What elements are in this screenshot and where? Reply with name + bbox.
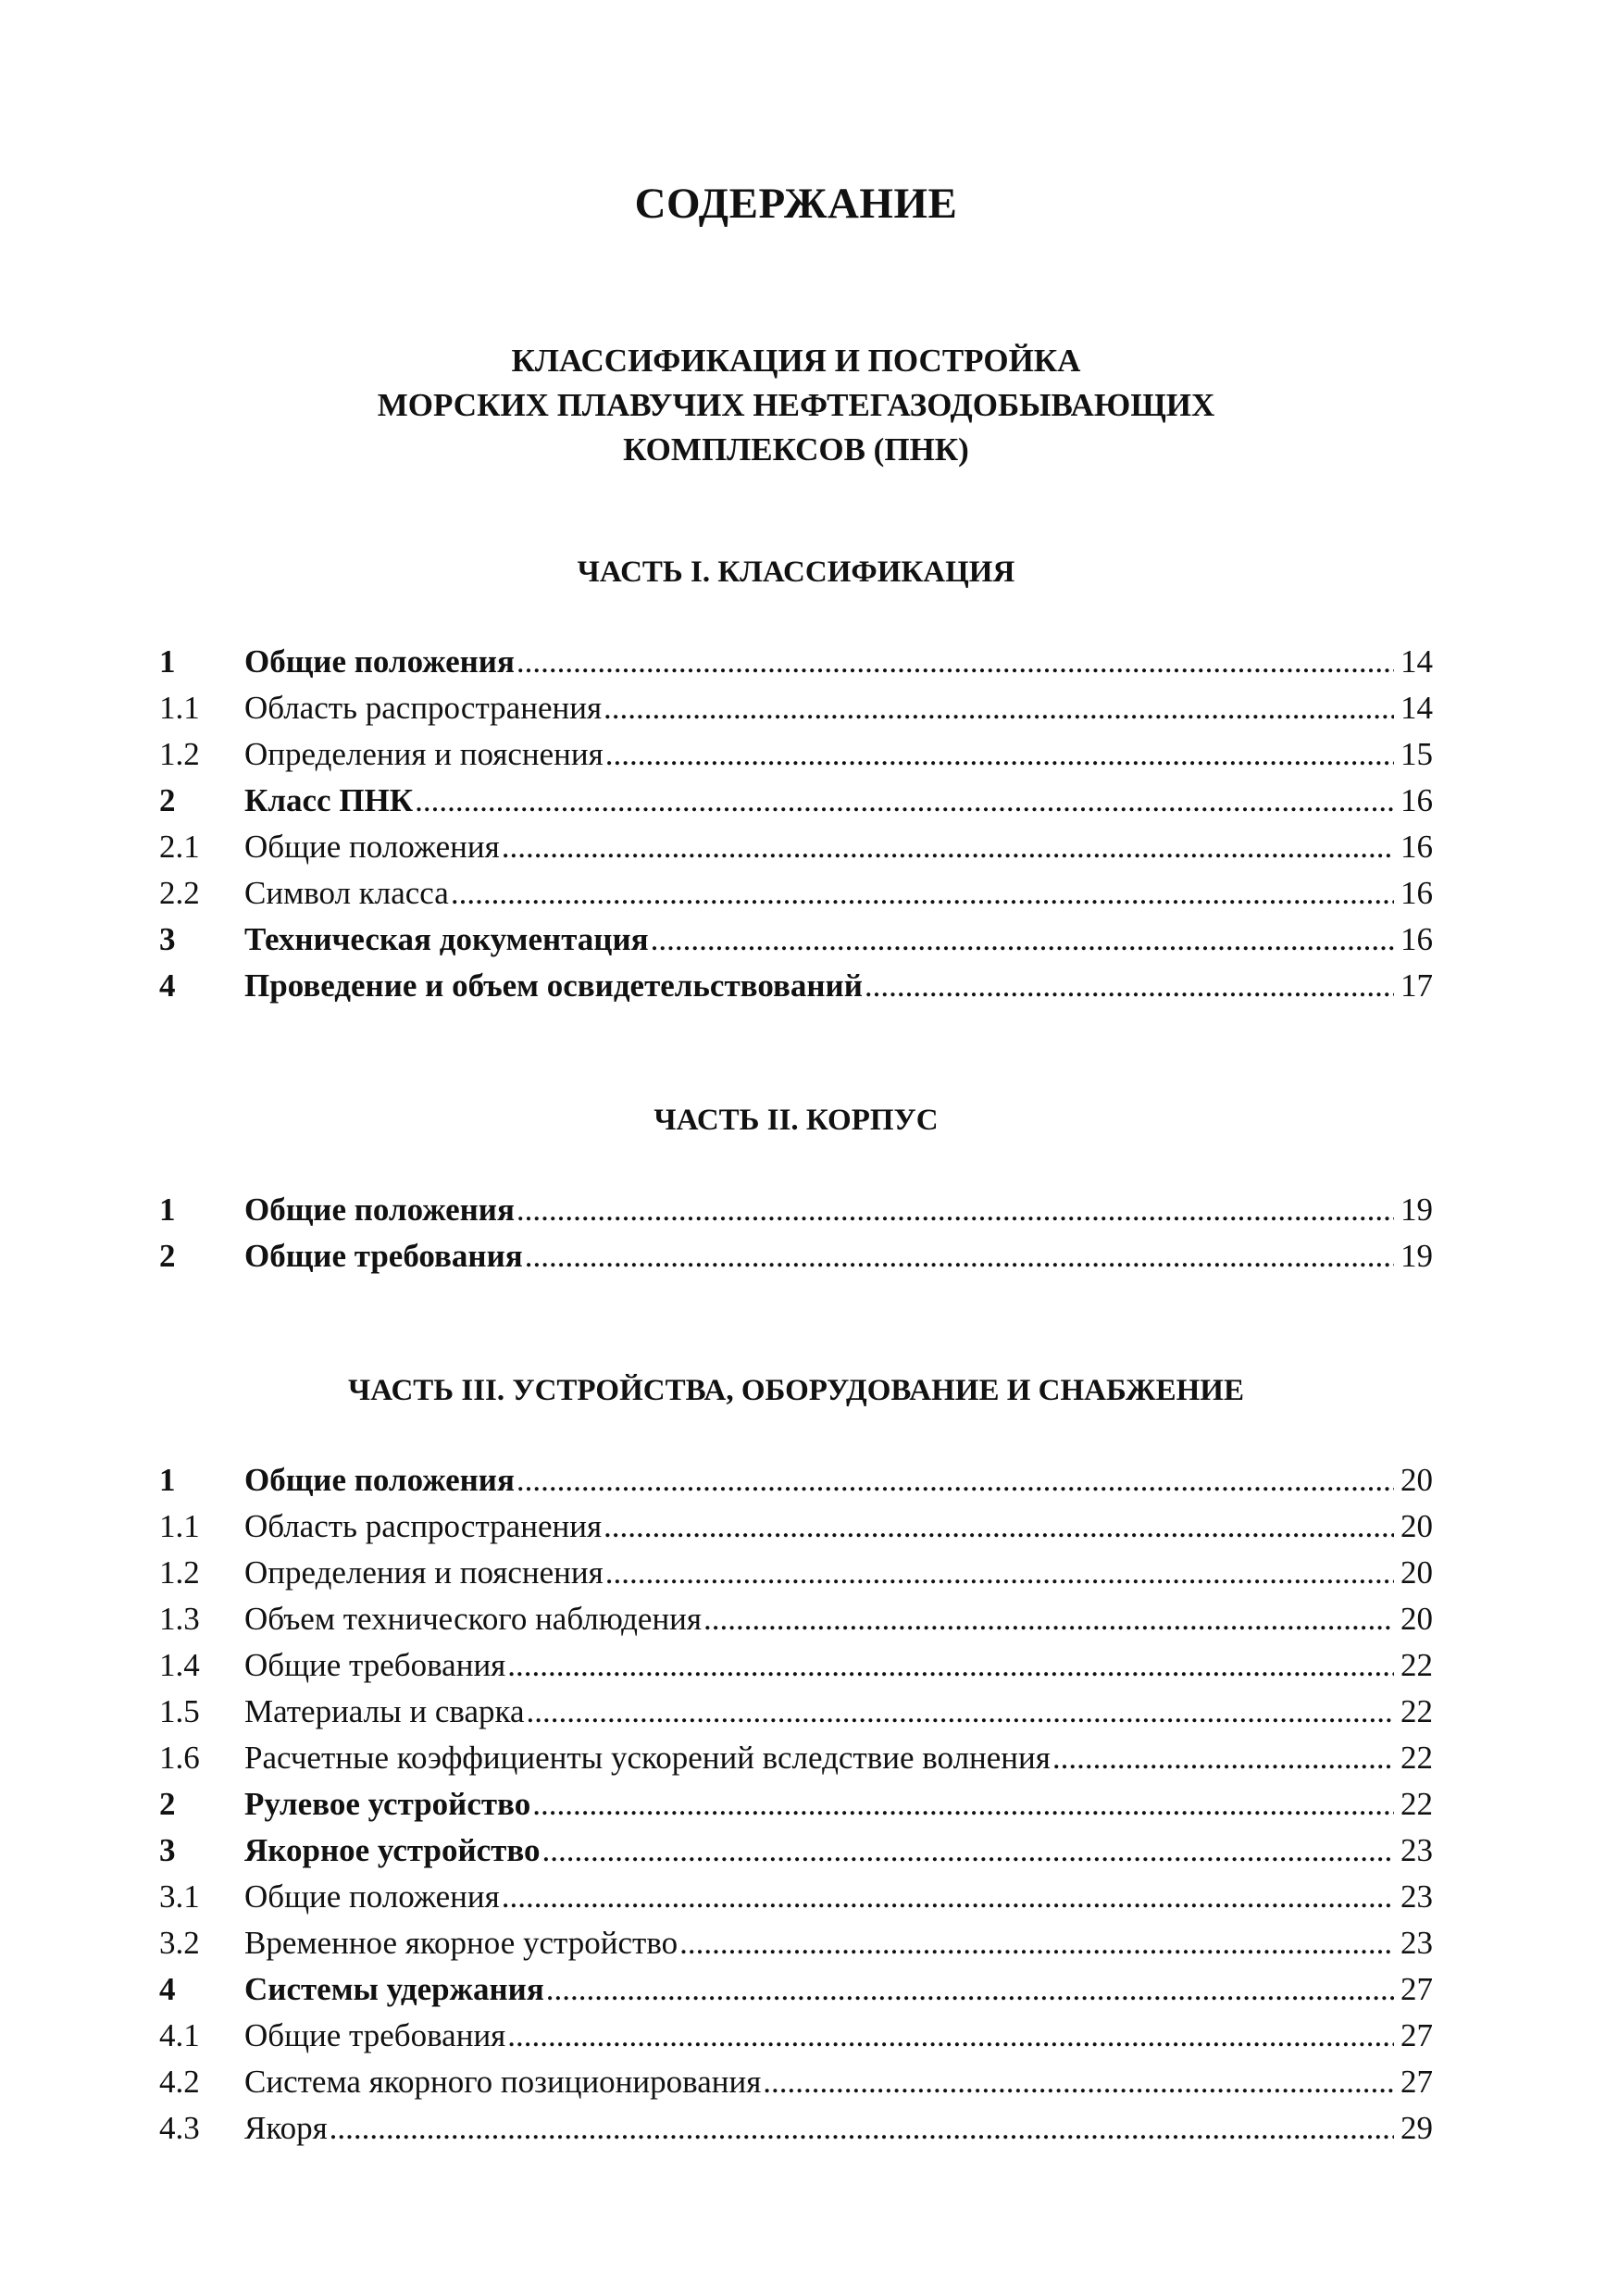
toc-entry-page: 27 bbox=[1400, 2064, 1433, 2100]
toc-entry-number: 2.1 bbox=[159, 829, 200, 865]
toc-entry-page: 20 bbox=[1400, 1601, 1433, 1637]
toc-entry-title: Общие положения bbox=[244, 1462, 515, 1498]
toc-entry[interactable] bbox=[159, 963, 1433, 1009]
part-heading-3: ЧАСТЬ III. УСТРОЙСТВА, ОБОРУДОВАНИЕ И СНАБЖЕНИЕ bbox=[348, 1374, 1244, 1407]
dot-leader bbox=[604, 685, 1394, 731]
toc-entry-page: 22 bbox=[1400, 1786, 1433, 1822]
toc-entry-number: 1.2 bbox=[159, 1554, 200, 1591]
part-heading-1: ЧАСТЬ I. КЛАССИФИКАЦИЯ bbox=[577, 555, 1015, 589]
toc-entry-number: 4.3 bbox=[159, 2110, 200, 2146]
toc-entry-number: 1.4 bbox=[159, 1647, 200, 1683]
toc-entry[interactable] bbox=[159, 1874, 1433, 1920]
toc-entry-number: 1.1 bbox=[159, 690, 200, 726]
dot-leader bbox=[502, 824, 1394, 870]
toc-entry-title: Якорное устройство bbox=[244, 1832, 541, 1868]
toc-entry-title: Общие положения bbox=[244, 829, 500, 865]
toc-entry-page: 17 bbox=[1400, 967, 1433, 1004]
toc-entry-page: 16 bbox=[1400, 782, 1433, 818]
toc-entry[interactable] bbox=[159, 2013, 1433, 2059]
dot-leader bbox=[605, 731, 1394, 778]
dot-leader bbox=[604, 1504, 1394, 1550]
toc-entry-number: 1.2 bbox=[159, 736, 200, 772]
toc-entry[interactable] bbox=[159, 1966, 1433, 2013]
toc-entry-number: 4 bbox=[159, 1971, 176, 2007]
toc-entry[interactable] bbox=[159, 1920, 1433, 1966]
dot-leader bbox=[532, 1781, 1394, 1828]
toc-entry[interactable] bbox=[159, 1828, 1433, 1874]
toc-entry-title: Временное якорное устройство bbox=[244, 1925, 678, 1961]
dot-leader bbox=[451, 870, 1394, 917]
dot-leader bbox=[527, 1689, 1394, 1735]
toc-entry[interactable] bbox=[159, 2105, 1433, 2152]
subtitle-line: МОРСКИХ ПЛАВУЧИХ НЕФТЕГАЗОДОБЫВАЮЩИХ bbox=[377, 387, 1215, 423]
toc-entry[interactable] bbox=[159, 1504, 1433, 1550]
toc-entry[interactable] bbox=[159, 639, 1433, 685]
toc-entry[interactable] bbox=[159, 1233, 1433, 1279]
toc-entry-page: 22 bbox=[1400, 1647, 1433, 1683]
toc-entry-page: 27 bbox=[1400, 2017, 1433, 2053]
dot-leader bbox=[542, 1828, 1395, 1874]
toc-entry-page: 14 bbox=[1400, 690, 1433, 726]
toc-entry-page: 20 bbox=[1400, 1462, 1433, 1498]
dot-leader bbox=[507, 1642, 1394, 1689]
toc-entry-number: 1.5 bbox=[159, 1693, 200, 1729]
toc-entry-page: 27 bbox=[1400, 1971, 1433, 2007]
toc-entry-number: 3.2 bbox=[159, 1925, 200, 1961]
toc-entry-number: 3.1 bbox=[159, 1878, 200, 1915]
toc-entry[interactable] bbox=[159, 1187, 1433, 1233]
toc-entry-title: Область распространения bbox=[244, 1508, 603, 1544]
toc-entry-page: 23 bbox=[1400, 1925, 1433, 1961]
toc-entry-title: Система якорного позиционирования bbox=[244, 2064, 762, 2100]
toc-entry-title: Общие требования bbox=[244, 1238, 523, 1274]
toc-entry-page: 22 bbox=[1400, 1693, 1433, 1729]
toc-entry-number: 1.3 bbox=[159, 1601, 200, 1637]
toc-entry-title: Определения и пояснения bbox=[244, 736, 604, 772]
subtitle-line: КЛАССИФИКАЦИЯ И ПОСТРОЙКА bbox=[511, 343, 1081, 379]
dot-leader bbox=[330, 2105, 1394, 2152]
toc-entry-title: Область распространения bbox=[244, 690, 603, 726]
dot-leader bbox=[1052, 1735, 1394, 1781]
toc-entry[interactable] bbox=[159, 824, 1433, 870]
toc-entry-page: 22 bbox=[1400, 1740, 1433, 1776]
toc-entry-number: 2 bbox=[159, 782, 176, 818]
toc-entry-page: 16 bbox=[1400, 921, 1433, 957]
toc-entry[interactable] bbox=[159, 1457, 1433, 1504]
dot-leader bbox=[865, 963, 1394, 1009]
toc-entry-page: 23 bbox=[1400, 1832, 1433, 1868]
dot-leader bbox=[517, 1457, 1394, 1504]
toc-entry-title: Проведение и объем освидетельствований bbox=[244, 967, 863, 1004]
toc-entry-title: Якоря bbox=[244, 2110, 328, 2146]
toc-entry-number: 1 bbox=[159, 1192, 176, 1228]
toc-entry-title: Расчетные коэффициенты ускорений вследствие волнения bbox=[244, 1740, 1051, 1776]
toc-entry[interactable] bbox=[159, 685, 1433, 731]
dot-leader bbox=[703, 1596, 1394, 1642]
toc-entry-page: 19 bbox=[1400, 1238, 1433, 1274]
dot-leader bbox=[679, 1920, 1394, 1966]
toc-entry[interactable] bbox=[159, 1596, 1433, 1642]
toc-entry[interactable] bbox=[159, 870, 1433, 917]
toc-entry-page: 16 bbox=[1400, 829, 1433, 865]
toc-entry-title: Материалы и сварка bbox=[244, 1693, 525, 1729]
toc-entry-number: 2 bbox=[159, 1238, 176, 1274]
toc-entry[interactable] bbox=[159, 1550, 1433, 1596]
toc-entry-number: 1 bbox=[159, 1462, 176, 1498]
toc-entry-number: 3 bbox=[159, 921, 176, 957]
toc-entry-page: 19 bbox=[1400, 1192, 1433, 1228]
toc-entry[interactable] bbox=[159, 1735, 1433, 1781]
dot-leader bbox=[517, 1187, 1394, 1233]
toc-entry[interactable] bbox=[159, 917, 1433, 963]
toc-entry-number: 2.2 bbox=[159, 875, 200, 911]
subtitle-line: КОМПЛЕКСОВ (ПНК) bbox=[623, 431, 969, 468]
toc-entry-page: 23 bbox=[1400, 1878, 1433, 1915]
toc-entry-number: 1 bbox=[159, 643, 176, 680]
toc-entry-title: Общие требования bbox=[244, 2017, 506, 2053]
dot-leader bbox=[517, 639, 1394, 685]
toc-entry-page: 29 bbox=[1400, 2110, 1433, 2146]
toc-entry[interactable] bbox=[159, 2059, 1433, 2105]
toc-entry[interactable] bbox=[159, 1642, 1433, 1689]
toc-list-part-1 bbox=[159, 639, 1433, 1009]
toc-entry-page: 15 bbox=[1400, 736, 1433, 772]
toc-entry-page: 20 bbox=[1400, 1554, 1433, 1591]
toc-entry-title: Общие требования bbox=[244, 1647, 506, 1683]
dot-leader bbox=[651, 917, 1394, 963]
page-title: СОДЕРЖАНИЕ bbox=[634, 180, 958, 228]
toc-entry-title: Рулевое устройство bbox=[244, 1786, 531, 1822]
toc-entry-number: 4 bbox=[159, 967, 176, 1004]
toc-entry-number: 2 bbox=[159, 1786, 176, 1822]
dot-leader bbox=[525, 1233, 1394, 1279]
toc-entry-page: 14 bbox=[1400, 643, 1433, 680]
toc-list-part-2 bbox=[159, 1187, 1433, 1279]
toc-entry-title: Техническая документация bbox=[244, 921, 649, 957]
toc-entry-title: Общие положения bbox=[244, 1192, 515, 1228]
toc-entry[interactable] bbox=[159, 1781, 1433, 1828]
toc-entry-number: 3 bbox=[159, 1832, 176, 1868]
toc-list-part-3 bbox=[159, 1457, 1433, 2152]
toc-entry-title: Класс ПНК bbox=[244, 782, 414, 818]
toc-entry-title: Общие положения bbox=[244, 643, 515, 680]
dot-leader bbox=[546, 1966, 1394, 2013]
toc-entry-number: 1.1 bbox=[159, 1508, 200, 1544]
toc-entry-title: Объем технического наблюдения bbox=[244, 1601, 703, 1637]
toc-entry-title: Системы удержания bbox=[244, 1971, 544, 2007]
toc-entry[interactable] bbox=[159, 778, 1433, 824]
toc-entry-title: Общие положения bbox=[244, 1878, 500, 1915]
toc-entry-title: Символ класса bbox=[244, 875, 449, 911]
document-subtitle bbox=[159, 339, 1433, 472]
dot-leader bbox=[763, 2059, 1394, 2105]
dot-leader bbox=[605, 1550, 1394, 1596]
toc-entry[interactable] bbox=[159, 731, 1433, 778]
toc-entry[interactable] bbox=[159, 1689, 1433, 1735]
toc-entry-page: 16 bbox=[1400, 875, 1433, 911]
dot-leader bbox=[507, 2013, 1394, 2059]
toc-entry-number: 4.2 bbox=[159, 2064, 200, 2100]
dot-leader bbox=[502, 1874, 1394, 1920]
toc-entry-number: 4.1 bbox=[159, 2017, 200, 2053]
dot-leader bbox=[415, 778, 1394, 824]
toc-entry-number: 1.6 bbox=[159, 1740, 200, 1776]
part-heading-2: ЧАСТЬ II. КОРПУС bbox=[653, 1104, 939, 1137]
toc-entry-page: 20 bbox=[1400, 1508, 1433, 1544]
toc-entry-title: Определения и пояснения bbox=[244, 1554, 604, 1591]
